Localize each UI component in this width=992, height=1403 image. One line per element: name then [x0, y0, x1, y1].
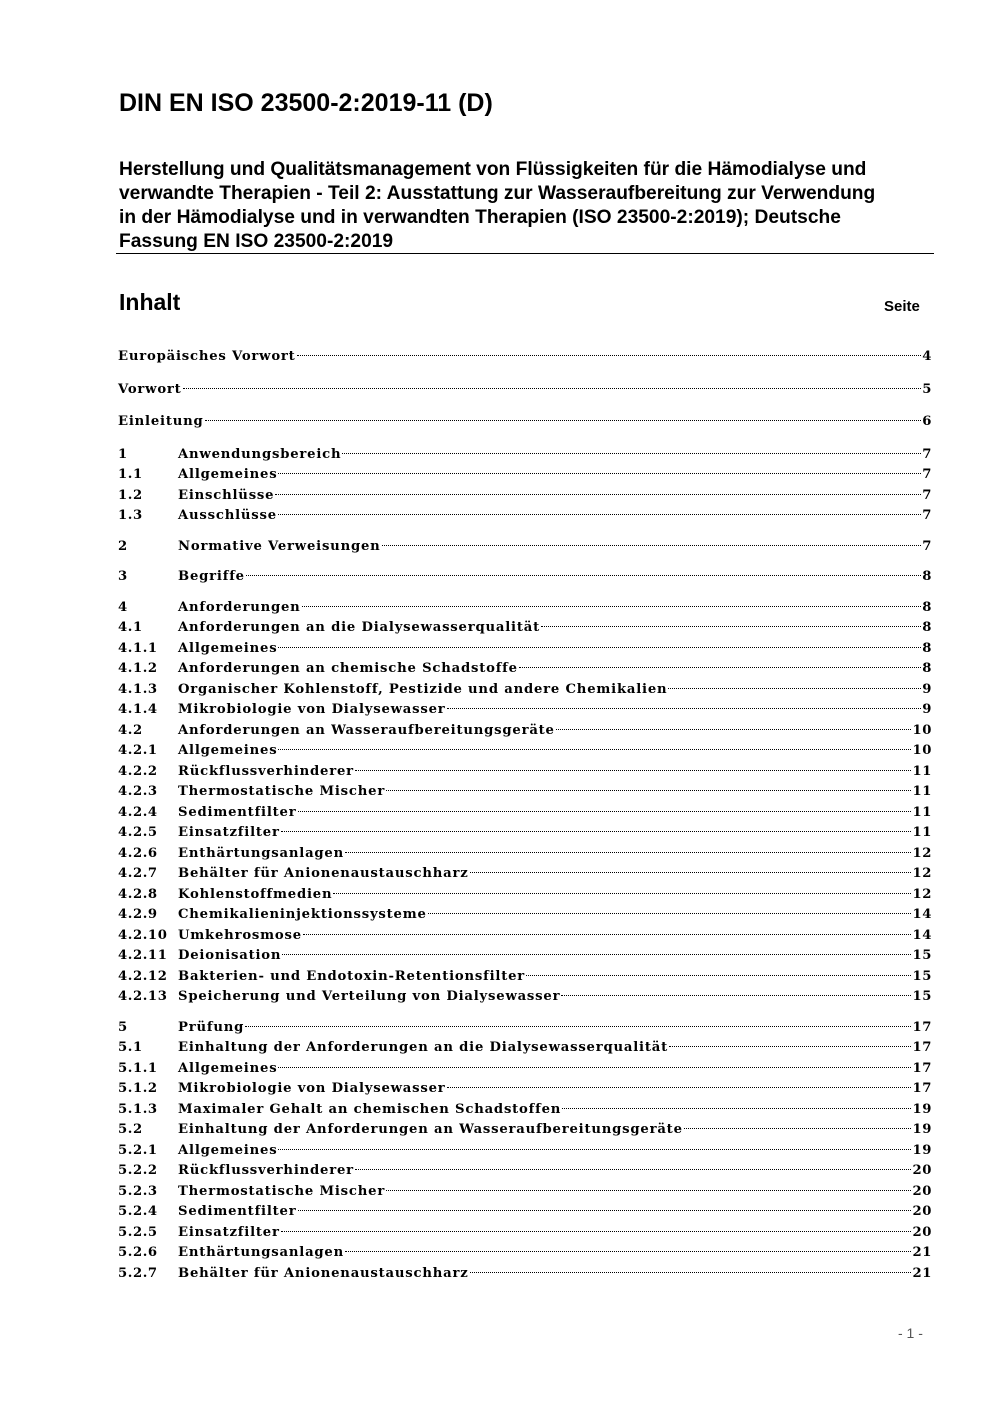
toc-entry-page: 8 [922, 599, 932, 615]
toc-entry-page: 11 [912, 763, 932, 779]
toc-entry-number: 5.2.7 [118, 1265, 158, 1281]
toc-entry-page: 12 [912, 845, 932, 861]
toc-entry[interactable] [118, 1202, 932, 1223]
page-column-label: Seite [884, 298, 920, 315]
dot-leader [205, 420, 922, 421]
toc-entry-number: 4.2.12 [118, 968, 168, 984]
dot-leader [447, 1087, 912, 1088]
toc-entry-label: Enthärtungsanlagen [178, 1245, 345, 1260]
toc-entry-label: Bakterien- und Endotoxin-Retentionsfilter [178, 968, 526, 984]
toc-heading: Inhalt [119, 289, 181, 315]
toc-entry[interactable] [118, 905, 932, 926]
toc-entry[interactable] [118, 1243, 932, 1264]
toc-entry[interactable] [118, 347, 932, 368]
toc-entry-label: Allgemeines [178, 1060, 278, 1076]
toc-entry[interactable] [118, 618, 932, 639]
toc-entry-number: 5.2.6 [118, 1245, 158, 1260]
toc-entry[interactable] [118, 700, 932, 721]
toc-entry-number: 4.2 [118, 722, 143, 738]
toc-entry-label: Ausschlüsse [178, 508, 277, 523]
toc-entry-label: Anforderungen an die Dialysewasserqualität [178, 620, 540, 635]
toc-entry-label: Chemikalieninjektionssysteme [178, 907, 427, 922]
toc-entry[interactable] [118, 445, 932, 466]
toc-entry-page: 12 [912, 866, 932, 881]
toc-entry-number: 5 [118, 1019, 128, 1035]
toc-entry-number: 5.2.2 [118, 1163, 158, 1178]
toc-entry[interactable] [118, 967, 932, 988]
toc-entry-page: 10 [912, 722, 932, 738]
toc-entry[interactable] [118, 844, 932, 865]
toc-entry[interactable] [118, 1182, 932, 1203]
toc-entry[interactable] [118, 1059, 932, 1080]
toc-entry[interactable] [118, 762, 932, 783]
toc-entry-number: 4 [118, 599, 128, 615]
toc-entry-label: Rückflussverhinderer [178, 1163, 354, 1178]
toc-entry-page: 5 [922, 381, 932, 397]
document-title: DIN EN ISO 23500-2:2019-11 (D) [119, 89, 493, 117]
toc-entry-label: Sedimentfilter [178, 1204, 297, 1219]
dot-leader [183, 388, 922, 389]
toc-entry-label: Thermostatische Mischer [178, 1183, 386, 1199]
toc-entry-page: 14 [912, 927, 932, 943]
toc-entry-label: Speicherung und Verteilung von Dialysewasser [178, 989, 561, 1004]
dot-leader [342, 453, 921, 454]
dot-leader [470, 1272, 912, 1273]
dot-leader [470, 872, 912, 873]
toc-entry-number: 2 [118, 538, 128, 554]
toc-entry[interactable] [118, 1120, 932, 1141]
toc-entry-label: Behälter für Anionenaustauschharz [178, 1265, 469, 1281]
dot-leader [526, 975, 911, 976]
toc-entry-number: 4.2.10 [118, 927, 168, 943]
toc-entry-page: 11 [912, 825, 932, 840]
dot-leader [541, 626, 921, 627]
subtitle-line: in der Hämodialyse und in verwandten Therapien (ISO 23500-2:2019); Deutsche [119, 207, 841, 228]
dot-leader [278, 514, 921, 515]
dot-leader [345, 1251, 911, 1252]
toc-entry-number: 1.3 [118, 508, 143, 523]
dot-leader [298, 1210, 912, 1211]
dot-leader [668, 688, 921, 689]
toc-entry-page: 20 [912, 1163, 932, 1178]
subtitle-line: Fassung EN ISO 23500-2:2019 [119, 231, 394, 252]
toc-entry-label: Maximaler Gehalt an chemischen Schadstoffen [178, 1101, 562, 1117]
toc-entry[interactable] [118, 864, 932, 885]
dot-leader [281, 1231, 912, 1232]
toc-entry-number: 4.2.2 [118, 763, 158, 779]
page-number: - 1 - [898, 1325, 923, 1341]
toc-entry[interactable] [118, 639, 932, 660]
toc-entry-page: 15 [912, 948, 932, 963]
toc-entry-number: 4.1.3 [118, 681, 158, 697]
toc-entry-label: Mikrobiologie von Dialysewasser [178, 702, 446, 717]
toc-entry-number: 5.2.5 [118, 1224, 158, 1240]
dot-leader [278, 1149, 911, 1150]
toc-entry-label: Rückflussverhinderer [178, 763, 354, 779]
toc-entry[interactable] [118, 926, 932, 947]
dot-leader [333, 893, 911, 894]
dot-leader [297, 355, 922, 356]
toc-entry-number: 4.1.4 [118, 702, 158, 717]
toc-entry[interactable] [118, 885, 932, 906]
toc-entry-label: Anforderungen [178, 599, 301, 615]
dot-leader [561, 995, 911, 996]
toc-entry-page: 10 [912, 743, 932, 758]
toc-entry[interactable] [118, 1141, 932, 1162]
toc-entry-label: Kohlenstoffmedien [178, 886, 333, 902]
toc-entry[interactable] [118, 741, 932, 762]
toc-entry-label: Mikrobiologie von Dialysewasser [178, 1081, 446, 1096]
dot-leader [298, 811, 912, 812]
toc-entry-page: 14 [912, 907, 932, 922]
toc-entry-number: 5.2.4 [118, 1204, 158, 1219]
toc-entry-page: 20 [912, 1183, 932, 1199]
toc-entry[interactable] [118, 659, 932, 680]
toc-entry-page: 9 [922, 702, 932, 717]
toc-entry[interactable] [118, 412, 932, 433]
toc-entry-page: 8 [922, 620, 932, 635]
toc-entry-label: Thermostatische Mischer [178, 784, 386, 799]
dot-leader [556, 729, 912, 730]
toc-entry-label: Behälter für Anionenaustauschharz [178, 866, 469, 881]
toc-entry[interactable] [118, 506, 932, 527]
toc-entry-number: 4.1.2 [118, 661, 158, 676]
toc-entry-number: 4.2.8 [118, 886, 158, 902]
toc-entry-number: 5.1.3 [118, 1101, 158, 1117]
toc-entry-page: 7 [922, 538, 932, 554]
toc-entry-number: 5.2 [118, 1122, 143, 1137]
toc-entry-number: 5.1 [118, 1040, 143, 1055]
toc-entry[interactable] [118, 946, 932, 967]
subtitle-line: verwandte Therapien - Teil 2: Ausstattung zur Wasseraufbereitung zur Verwendung [119, 183, 876, 204]
toc-entry[interactable] [118, 1264, 932, 1285]
toc-entry[interactable] [118, 1100, 932, 1121]
toc-entry[interactable] [118, 1223, 932, 1244]
toc-entry[interactable] [118, 803, 932, 824]
toc-entry[interactable] [118, 823, 932, 844]
toc-entry[interactable] [118, 1038, 932, 1059]
toc-entry-label: Einleitung [118, 414, 204, 429]
toc-entry-number: 4.2.4 [118, 804, 158, 820]
toc-entry-label: Prüfung [178, 1019, 245, 1035]
toc-entry[interactable] [118, 567, 932, 588]
toc-entry-label: Enthärtungsanlagen [178, 845, 345, 861]
table-of-contents [118, 347, 932, 1284]
toc-entry-page: 7 [922, 467, 932, 482]
toc-entry-number: 1 [118, 446, 128, 462]
toc-entry-page: 17 [912, 1060, 932, 1076]
toc-entry[interactable] [118, 782, 932, 803]
toc-entry[interactable] [118, 680, 932, 701]
toc-entry-label: Allgemeines [178, 1142, 278, 1158]
dot-leader [245, 1026, 911, 1027]
toc-entry-page: 11 [912, 784, 932, 799]
toc-entry-label: Umkehrosmose [178, 927, 302, 943]
dot-leader [684, 1128, 912, 1129]
toc-entry-number: 4.1 [118, 620, 143, 635]
toc-entry-page: 21 [912, 1245, 932, 1260]
toc-entry-label: Begriffe [178, 569, 245, 584]
toc-entry-number: 5.2.1 [118, 1142, 158, 1158]
toc-entry-number: 4.2.9 [118, 907, 158, 922]
toc-entry[interactable] [118, 380, 932, 401]
toc-entry[interactable] [118, 465, 932, 486]
toc-entry-page: 20 [912, 1204, 932, 1219]
dot-leader [355, 770, 912, 771]
dot-leader [428, 913, 912, 914]
toc-entry-label: Normative Verweisungen [178, 538, 381, 554]
dot-leader [302, 606, 922, 607]
dot-leader [382, 545, 922, 546]
toc-entry-label: Anwendungsbereich [178, 446, 342, 462]
dot-leader [278, 647, 921, 648]
dot-leader [519, 667, 921, 668]
toc-entry-label: Allgemeines [178, 640, 278, 656]
dot-leader [303, 934, 912, 935]
toc-entry-number: 5.2.3 [118, 1183, 158, 1199]
toc-entry-page: 17 [912, 1081, 932, 1096]
toc-entry[interactable] [118, 486, 932, 507]
toc-entry-label: Sedimentfilter [178, 804, 297, 820]
toc-entry-page: 20 [912, 1224, 932, 1240]
toc-entry[interactable] [118, 537, 932, 558]
dot-leader [246, 575, 921, 576]
toc-entry-page: 8 [922, 661, 932, 676]
toc-entry-label: Vorwort [118, 381, 182, 397]
dot-leader [386, 790, 911, 791]
dot-leader [278, 1067, 911, 1068]
toc-entry-number: 4.1.1 [118, 640, 158, 656]
toc-entry-label: Einschlüsse [178, 487, 275, 503]
toc-entry-label: Einsatzfilter [178, 825, 280, 840]
toc-entry-page: 11 [912, 804, 932, 820]
toc-entry-number: 5.1.2 [118, 1081, 158, 1096]
toc-entry-label: Organischer Kohlenstoff, Pestizide und andere Chemikalien [178, 681, 668, 697]
dot-leader [669, 1046, 911, 1047]
toc-entry-number: 4.2.6 [118, 845, 158, 861]
toc-entry-label: Einsatzfilter [178, 1224, 280, 1240]
toc-entry-page: 15 [912, 968, 932, 984]
toc-entry-page: 8 [922, 569, 932, 584]
dot-leader [275, 494, 921, 495]
dot-leader [562, 1108, 911, 1109]
toc-entry[interactable] [118, 1079, 932, 1100]
document-subtitle [119, 158, 931, 254]
dot-leader [355, 1169, 912, 1170]
dot-leader [447, 708, 922, 709]
toc-entry-number: 4.2.5 [118, 825, 158, 840]
toc-entry-number: 4.2.3 [118, 784, 158, 799]
toc-entry-page: 17 [912, 1019, 932, 1035]
toc-entry-page: 17 [912, 1040, 932, 1055]
dot-leader [278, 749, 911, 750]
toc-entry-page: 9 [922, 681, 932, 697]
toc-entry-number: 4.2.13 [118, 989, 168, 1004]
dot-leader [345, 852, 911, 853]
toc-entry-page: 19 [912, 1101, 932, 1117]
title-divider [116, 253, 934, 254]
toc-entry-number: 4.2.11 [118, 948, 168, 963]
toc-entry-page: 7 [922, 446, 932, 462]
toc-entry-page: 8 [922, 640, 932, 656]
toc-entry-number: 1.2 [118, 487, 143, 503]
toc-entry-number: 4.2.1 [118, 743, 158, 758]
dot-leader [278, 473, 921, 474]
toc-entry[interactable] [118, 1018, 932, 1039]
toc-entry-label: Allgemeines [178, 743, 278, 758]
toc-entry-page: 7 [922, 508, 932, 523]
toc-entry-number: 5.1.1 [118, 1060, 158, 1076]
dot-leader [386, 1190, 911, 1191]
toc-entry[interactable] [118, 721, 932, 742]
toc-entry[interactable] [118, 987, 932, 1008]
toc-entry-page: 4 [922, 349, 932, 364]
toc-entry-label: Einhaltung der Anforderungen an die Dialysewasserqualität [178, 1040, 668, 1055]
subtitle-line: Herstellung und Qualitätsmanagement von Flüssigkeiten für die Hämodialyse und [119, 159, 867, 180]
toc-entry-label: Europäisches Vorwort [118, 349, 296, 364]
toc-entry-page: 6 [922, 414, 932, 429]
toc-entry-label: Anforderungen an chemische Schadstoffe [178, 661, 518, 676]
toc-entry-number: 3 [118, 569, 128, 584]
toc-entry-number: 4.2.7 [118, 866, 158, 881]
toc-entry-label: Anforderungen an Wasseraufbereitungsgeräte [178, 722, 555, 738]
toc-entry-page: 12 [912, 886, 932, 902]
toc-entry-number: 1.1 [118, 467, 143, 482]
toc-entry-page: 19 [912, 1142, 932, 1158]
toc-entry[interactable] [118, 598, 932, 619]
toc-entry-page: 19 [912, 1122, 932, 1137]
toc-entry-page: 21 [912, 1265, 932, 1281]
toc-entry-label: Allgemeines [178, 467, 278, 482]
toc-entry-page: 15 [912, 989, 932, 1004]
toc-entry[interactable] [118, 1161, 932, 1182]
dot-leader [281, 831, 912, 832]
toc-entry-label: Einhaltung der Anforderungen an Wasseraufbereitungsgeräte [178, 1122, 683, 1137]
dot-leader [282, 954, 911, 955]
toc-entry-page: 7 [922, 487, 932, 503]
toc-entry-label: Deionisation [178, 948, 282, 963]
